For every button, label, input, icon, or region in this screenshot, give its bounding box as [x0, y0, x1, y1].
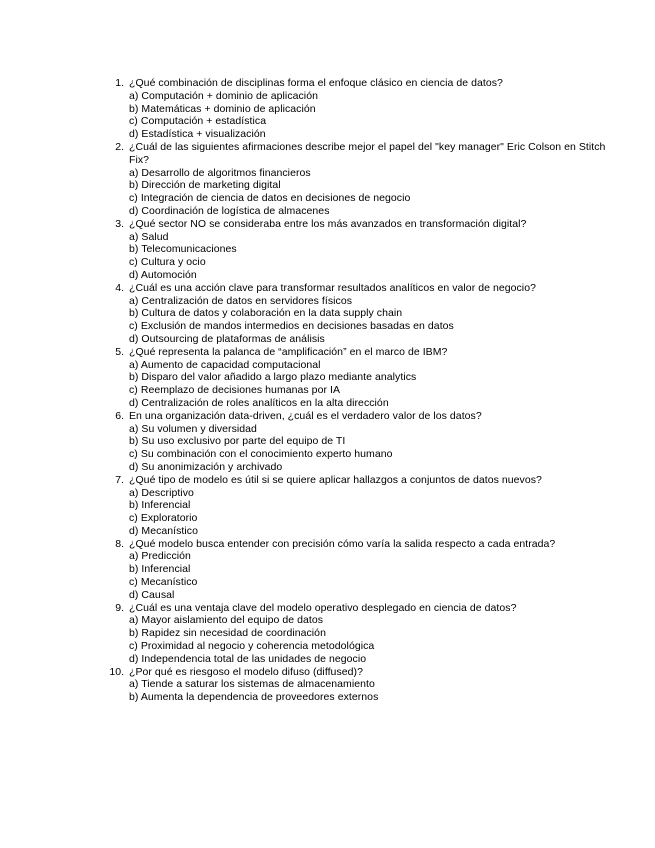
question-body: [124, 666, 624, 704]
question-text: ¿Cuál es una acción clave para transformar resultados analíticos en valor de negocio?: [129, 281, 536, 294]
answer-option: a) Desarrollo de algoritmos financieros: [129, 166, 311, 179]
question-8: [104, 538, 624, 602]
answer-option: a) Salud: [129, 230, 169, 243]
question-7: [104, 474, 624, 538]
answer-option: b) Rapidez sin necesidad de coordinación: [129, 627, 326, 640]
answer-option: d) Causal: [129, 588, 175, 601]
question-number: 1.: [115, 77, 124, 89]
question-body: [124, 346, 624, 410]
answer-option: c) Reemplazo de decisiones humanas por IA: [129, 384, 340, 397]
question-text: ¿Cuál de las siguientes afirmaciones describe mejor el papel del "key manager" Eric Colson en Stitch Fix?: [129, 140, 606, 166]
answer-options: [129, 295, 624, 346]
answer-option: b) Cultura de datos y colaboración en la data supply chain: [129, 307, 403, 320]
answer-options: [129, 231, 624, 282]
answer-option: b) Aumenta la dependencia de proveedores externos: [129, 691, 379, 704]
question-10: [104, 666, 624, 704]
answer-option: a) Centralización de datos en servidores físicos: [129, 294, 353, 307]
answer-option: b) Matemáticas + dominio de aplicación: [129, 102, 316, 115]
question-number: 10.: [109, 665, 124, 678]
question-text: ¿Qué representa la palanca de “amplificación” en el marco de IBM?: [129, 345, 448, 358]
answer-options: [129, 90, 624, 141]
question-number: 7.: [115, 473, 124, 486]
question-text: ¿Qué sector NO se consideraba entre los más avanzados en transformación digital?: [129, 217, 527, 230]
question-number: 9.: [115, 601, 124, 614]
answer-option: d) Outsourcing de plataformas de análisis: [129, 332, 325, 345]
question-number: 5.: [115, 345, 124, 358]
answer-option: c) Integración de ciencia de datos en decisiones de negocio: [129, 192, 411, 205]
answer-option: b) Telecomunicaciones: [129, 243, 237, 256]
question-9: [104, 602, 624, 666]
question-number: 2.: [115, 140, 124, 153]
question-body: [124, 218, 624, 282]
answer-option: d) Mecanístico: [129, 524, 198, 537]
question-text: ¿Qué modelo busca entender con precisión cómo varía la salida respecto a cada entrada?: [129, 537, 556, 550]
answer-option: c) Computación + estadística: [129, 115, 267, 128]
question-4: [104, 282, 624, 346]
question-number: 3.: [115, 217, 124, 230]
question-body: [124, 602, 624, 666]
question-2: [104, 141, 624, 218]
answer-option: d) Centralización de roles analíticos en la alta dirección: [129, 396, 389, 409]
question-number: 4.: [115, 281, 124, 294]
question-number: 6.: [115, 409, 124, 422]
answer-option: a) Predicción: [129, 550, 191, 563]
answer-option: c) Mecanístico: [129, 576, 198, 589]
question-5: [104, 346, 624, 410]
question-body: [124, 141, 624, 218]
answer-option: c) Cultura y ocio: [129, 256, 206, 269]
question-body: [124, 410, 624, 474]
answer-options: [129, 359, 624, 410]
answer-option: a) Tiende a saturar los sistemas de almacenamiento: [129, 678, 375, 691]
answer-option: c) Su combinación con el conocimiento experto humano: [129, 448, 393, 461]
answer-option: a) Aumento de capacidad computacional: [129, 358, 321, 371]
answer-option: b) Inferencial: [129, 499, 191, 512]
question-text: ¿Cuál es una ventaja clave del modelo operativo desplegado en ciencia de datos?: [129, 601, 517, 614]
answer-option: d) Independencia total de las unidades de negocio: [129, 652, 367, 665]
question-number: 8.: [115, 537, 124, 550]
answer-option: a) Computación + dominio de aplicación: [129, 89, 318, 102]
answer-option: a) Su volumen y diversidad: [129, 422, 257, 435]
answer-option: a) Descriptivo: [129, 486, 194, 499]
answer-options: [129, 167, 624, 218]
answer-option: d) Automoción: [129, 268, 197, 281]
answer-option: d) Estadística + visualización: [129, 128, 266, 141]
answer-options: [129, 550, 624, 601]
answer-options: [129, 678, 624, 704]
answer-option: c) Exclusión de mandos intermedios en decisiones basadas en datos: [129, 320, 454, 333]
answer-options: [129, 423, 624, 474]
answer-option: c) Exploratorio: [129, 512, 198, 525]
question-text: ¿Qué combinación de disciplinas forma el enfoque clásico en ciencia de datos?: [129, 77, 503, 89]
question-text: En una organización data-driven, ¿cuál es el verdadero valor de los datos?: [129, 409, 482, 422]
question-1: [104, 77, 624, 141]
answer-option: d) Su anonimización y archivado: [129, 460, 283, 473]
question-body: [124, 474, 624, 538]
question-list: [104, 77, 624, 704]
answer-option: b) Disparo del valor añadido a largo plazo mediante analytics: [129, 371, 417, 384]
answer-option: c) Proximidad al negocio y coherencia metodológica: [129, 640, 375, 653]
answer-option: b) Dirección de marketing digital: [129, 179, 281, 192]
answer-option: b) Su uso exclusivo por parte del equipo de TI: [129, 435, 346, 448]
answer-options: [129, 487, 624, 538]
question-body: [124, 538, 624, 602]
answer-options: [129, 614, 624, 665]
answer-option: d) Coordinación de logística de almacenes: [129, 204, 330, 217]
question-text: ¿Qué tipo de modelo es útil si se quiere aplicar hallazgos a conjuntos de datos nuevos?: [129, 473, 542, 486]
question-text: ¿Por qué es riesgoso el modelo difuso (diffused)?: [129, 665, 363, 678]
question-body: [124, 282, 624, 346]
question-3: [104, 218, 624, 282]
answer-option: a) Mayor aislamiento del equipo de datos: [129, 614, 324, 627]
answer-option: b) Inferencial: [129, 563, 191, 576]
question-6: [104, 410, 624, 474]
question-body: [124, 77, 624, 141]
